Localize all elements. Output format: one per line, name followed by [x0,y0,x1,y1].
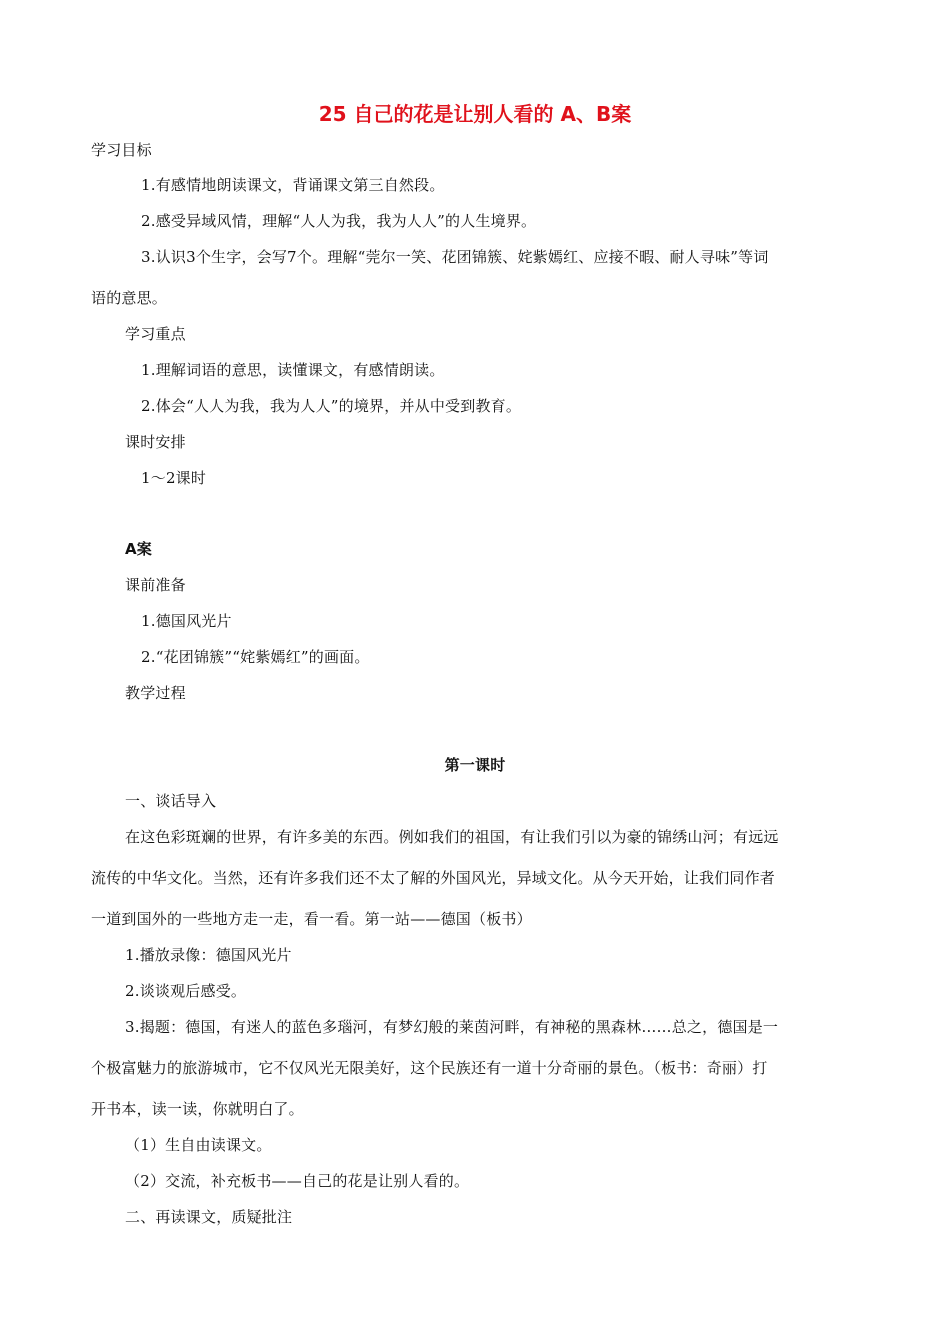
schedule-text: 1～2课时 [141,469,207,487]
section-2-heading: 二、再读课文，质疑批注 [125,1208,293,1226]
objective-item-continued: 语的意思。 [91,289,168,307]
step-3-line: 开书本，读一读，你就明白了。 [91,1100,304,1118]
paragraph-line: 在这色彩斑斓的世界，有许多美的东西。例如我们的祖国，有让我们引以为豪的锦绣山河；有远远 [125,828,779,846]
document-title: 25 自己的花是让别人看的 A、B案 [318,102,632,126]
sub-step-item: （2）交流，补充板书——自己的花是让别人看的。 [125,1172,470,1190]
step-item: 1.播放录像：德国风光片 [125,946,292,964]
prep-item: 2.“花团锦簇”“姹紫嫣红”的画面。 [141,648,370,666]
schedule-heading: 课时安排 [125,433,186,451]
step-3-line: 3.揭题：德国，有迷人的蓝色多瑙河，有梦幻般的莱茵河畔，有神秘的黑森林……总之，德国是一 [125,1018,779,1036]
key-points-heading: 学习重点 [125,325,186,343]
paragraph-line: 流传的中华文化。当然，还有许多我们还不太了解的外国风光，异域文化。从今天开始，让我们同作者 [91,869,776,887]
process-heading: 教学过程 [125,684,186,702]
section-1-heading: 一、谈话导入 [125,792,217,810]
plan-a-heading: A案 [125,540,153,558]
prep-heading: 课前准备 [125,576,186,594]
objective-item: 2.感受异域风情，理解“人人为我，我为人人”的人生境界。 [141,212,537,230]
prep-item: 1.德国风光片 [141,612,232,630]
sub-step-item: （1）生自由读课文。 [125,1136,272,1154]
objective-item: 1.有感情地朗读课文，背诵课文第三自然段。 [141,176,445,194]
step-3-line: 个极富魅力的旅游城市，它不仅风光无限美好，这个民族还有一道十分奇丽的景色。（板书：奇丽）打 [91,1059,768,1077]
objectives-heading: 学习目标 [91,141,152,159]
key-point-item: 2.体会“人人为我，我为人人”的境界，并从中受到教育。 [141,397,522,415]
lesson-title: 第一课时 [444,756,506,774]
objective-item: 3.认识3个生字，会写7个。理解“莞尔一笑、花团锦簇、姹紫嫣红、应接不暇、耐人寻味”等词 [141,248,769,266]
step-item: 2.谈谈观后感受。 [125,982,247,1000]
paragraph-line: 一道到国外的一些地方走一走，看一看。第一站——德国（板书） [91,910,532,928]
key-point-item: 1.理解词语的意思，读懂课文，有感情朗读。 [141,361,445,379]
